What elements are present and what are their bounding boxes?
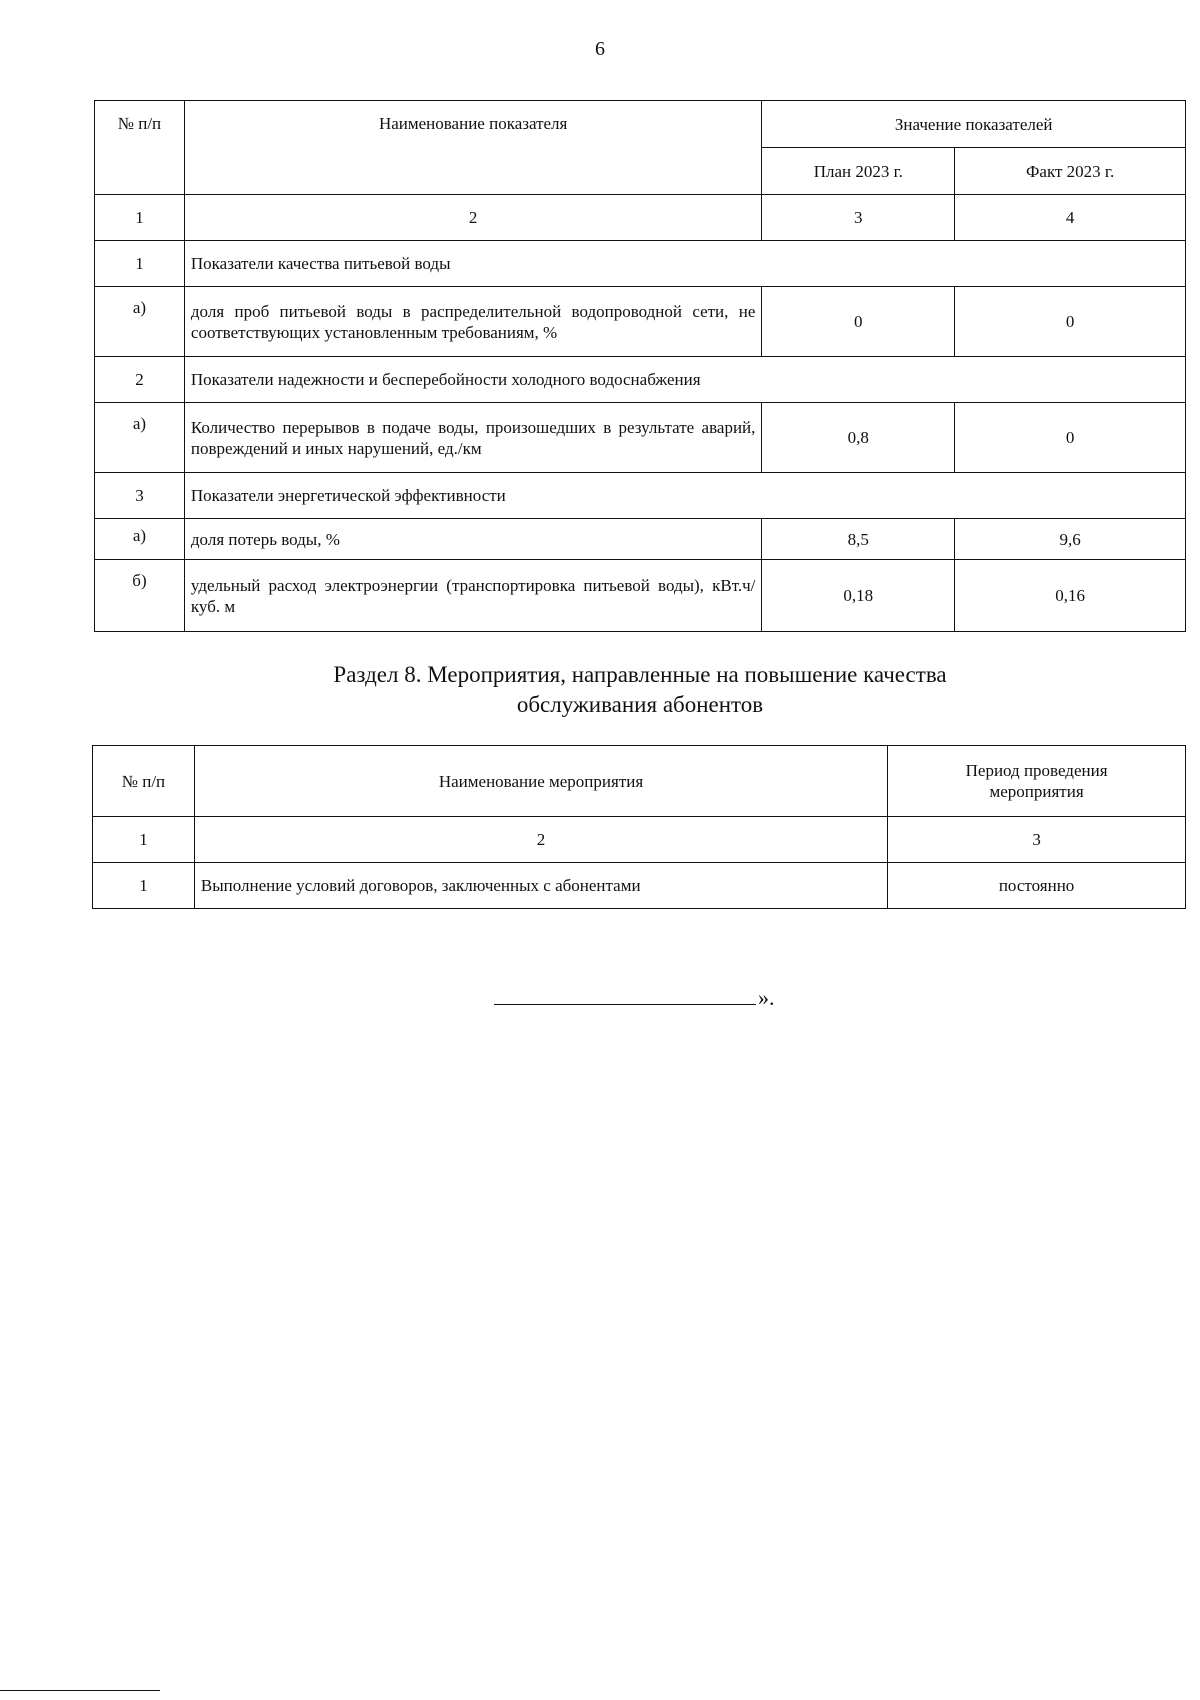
group-num: 3 [95, 473, 185, 519]
group-num: 1 [95, 241, 185, 287]
table-row [95, 560, 1186, 632]
row-num: а) [95, 403, 185, 473]
header-plan: План 2023 г. [762, 148, 955, 195]
table-row [95, 287, 1186, 357]
col-number: 2 [184, 195, 761, 241]
section-heading-line2: обслуживания абонентов [516, 692, 764, 717]
row-num: а) [95, 287, 185, 357]
group-title: Показатели качества питьевой воды [184, 241, 1185, 287]
col-number: 4 [955, 195, 1186, 241]
closing-quote: ». [758, 985, 775, 1010]
group-num: 2 [95, 357, 185, 403]
section-heading-line1: Раздел 8. Мероприятия, направленные на повышение качества [333, 662, 947, 687]
table-row [95, 403, 1186, 473]
row-plan: 8,5 [762, 519, 955, 560]
row-plan: 0,18 [762, 560, 955, 632]
footer-divider [0, 1690, 160, 1691]
header-num: № п/п [93, 746, 195, 817]
row-num: б) [95, 560, 185, 632]
row-name: Количество перерывов в подаче воды, произошедших в результате аварий, повреждений и иных нарушений, ед./км [184, 403, 761, 473]
col-number: 3 [888, 817, 1186, 863]
table-row [95, 519, 1186, 560]
row-period: постоянно [888, 863, 1186, 909]
row-num: а) [95, 519, 185, 560]
page-number: 6 [595, 38, 605, 60]
group-row [95, 473, 1186, 519]
table-row [93, 863, 1186, 909]
col-number: 1 [93, 817, 195, 863]
header-name: Наименование мероприятия [194, 746, 887, 817]
row-name: доля потерь воды, % [184, 519, 761, 560]
col-number: 1 [95, 195, 185, 241]
row-name: Выполнение условий договоров, заключенных с абонентами [194, 863, 887, 909]
col-number: 2 [194, 817, 887, 863]
col-number: 3 [762, 195, 955, 241]
row-num: 1 [93, 863, 195, 909]
row-fact: 0,16 [955, 560, 1186, 632]
group-title: Показатели надежности и бесперебойности холодного водоснабжения [184, 357, 1185, 403]
row-fact: 0 [955, 403, 1186, 473]
header-period: Период проведения мероприятия [888, 746, 1186, 817]
header-name: Наименование показателя [184, 101, 761, 195]
row-plan: 0,8 [762, 403, 955, 473]
header-values: Значение показателей [762, 101, 1186, 148]
group-title: Показатели энергетической эффективности [184, 473, 1185, 519]
row-fact: 0 [955, 287, 1186, 357]
group-row [95, 241, 1186, 287]
row-name: удельный расход электроэнергии (транспортировка питьевой воды), кВт.ч/куб. м [184, 560, 761, 632]
events-table [92, 745, 1186, 909]
row-fact: 9,6 [955, 519, 1186, 560]
row-name: доля проб питьевой воды в распределительной водопроводной сети, не соответствующих установленным требованиям, % [184, 287, 761, 357]
indicators-table [94, 100, 1186, 632]
closing-mark [494, 985, 775, 1011]
section-heading [0, 660, 1200, 720]
signature-line [494, 986, 756, 1005]
header-num: № п/п [95, 101, 185, 195]
header-fact: Факт 2023 г. [955, 148, 1186, 195]
row-plan: 0 [762, 287, 955, 357]
group-row [95, 357, 1186, 403]
